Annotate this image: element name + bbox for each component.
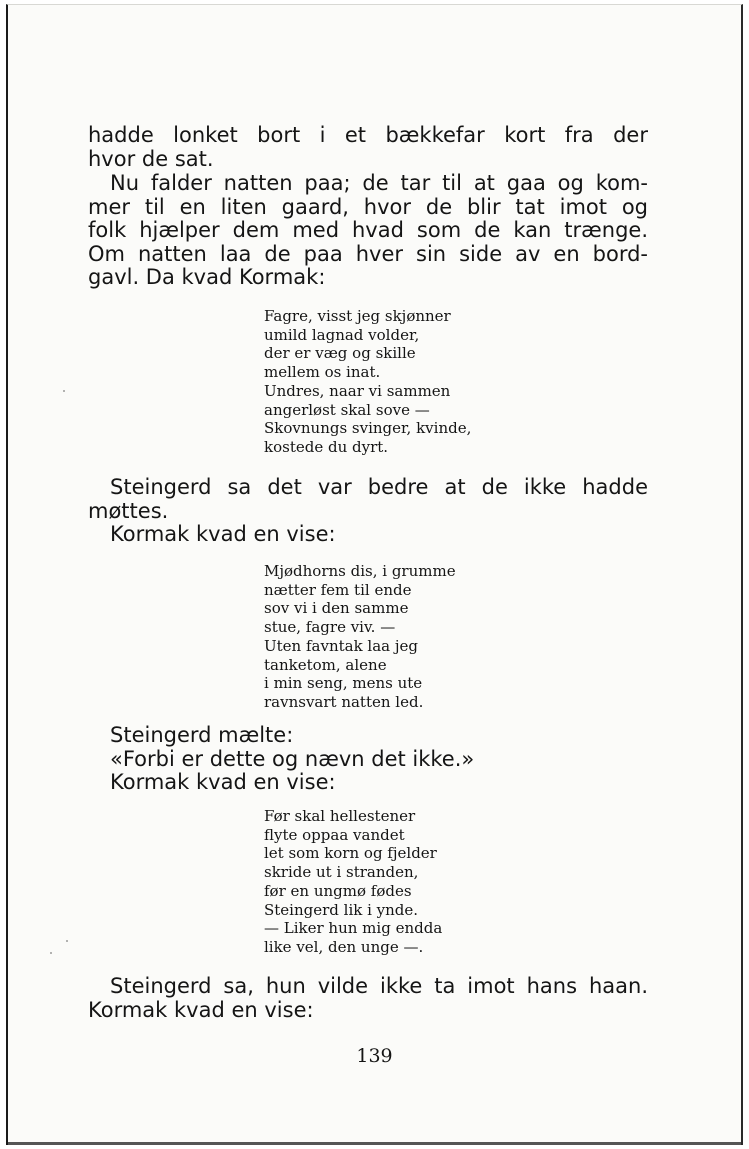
verse-line: Før skal hellestener bbox=[264, 807, 416, 825]
verse-line: Undres, naar vi sammen bbox=[264, 381, 451, 400]
verse-line: sov vi i den samme bbox=[264, 599, 409, 618]
verse-line: ravnsvart natten led. bbox=[264, 692, 424, 711]
verse-line: der er væg og skille bbox=[264, 344, 416, 363]
text-line: gavl. Da kvad Kormak: bbox=[88, 265, 326, 289]
text-line: hvor de sat. bbox=[88, 146, 214, 171]
book-page bbox=[6, 4, 743, 1145]
text-line: Om natten laa de paa hver sin side av en bord- bbox=[88, 241, 648, 266]
text-line: mer til en liten gaard, hvor de blir tat imot og bbox=[88, 194, 648, 219]
text-line: Nu falder natten paa; de tar til at gaa og kom- bbox=[110, 171, 648, 195]
verse-line: i min seng, mens ute bbox=[264, 674, 423, 693]
verse-line: like vel, den unge —. bbox=[264, 937, 424, 956]
verse-line: Mjødhorns dis, i grumme bbox=[264, 562, 456, 580]
verse-line: tanketom, alene bbox=[264, 655, 387, 674]
text-line: Kormak kvad en vise: bbox=[88, 997, 314, 1022]
poem-stanza-1 bbox=[264, 307, 471, 457]
verse-line: Steingerd lik i ynde. bbox=[264, 900, 419, 919]
text-line: Steingerd mælte: bbox=[110, 723, 294, 747]
text-line: Kormak kvad en vise: bbox=[110, 522, 336, 546]
page-number: 139 bbox=[356, 1045, 393, 1067]
text-line: Steingerd sa, hun vilde ikke ta imot hans haan. bbox=[110, 974, 648, 998]
verse-line: mellem os inat. bbox=[264, 363, 381, 382]
text-line: «Forbi er dette og nævn det ikke.» bbox=[110, 746, 475, 771]
text-line: folk hjælper dem med hvad som de kan trænge. bbox=[88, 218, 648, 242]
verse-line: kostede du dyrt. bbox=[264, 437, 389, 456]
paragraph-3 bbox=[88, 476, 648, 523]
poem-stanza-3 bbox=[264, 807, 442, 957]
paragraph-5 bbox=[88, 724, 648, 795]
poem-stanza-2 bbox=[264, 562, 456, 712]
verse-line: skride ut i stranden, bbox=[264, 863, 419, 882]
paragraph-1 bbox=[88, 124, 648, 171]
text-line: hadde lonket bort i et bækkefar kort fra der bbox=[88, 123, 648, 147]
verse-line: let som korn og fjelder bbox=[264, 844, 437, 863]
paper-speck bbox=[66, 940, 68, 942]
verse-line: flyte oppaa vandet bbox=[264, 825, 405, 844]
verse-line: umild lagnad volder, bbox=[264, 325, 420, 344]
text-line: møttes. bbox=[88, 498, 169, 523]
paragraph-2 bbox=[88, 172, 648, 290]
paper-speck bbox=[50, 952, 52, 954]
text-line: Kormak kvad en vise: bbox=[110, 770, 336, 794]
verse-line: angerløst skal sove — bbox=[264, 400, 430, 419]
verse-line: før en ungmø fødes bbox=[264, 881, 412, 900]
paragraph-6 bbox=[88, 975, 648, 1022]
text-line: Steingerd sa det var bedre at de ikke hadde bbox=[110, 475, 648, 499]
paragraph-4 bbox=[88, 523, 648, 547]
verse-line: — Liker hun mig endda bbox=[264, 919, 443, 938]
verse-line: Uten favntak laa jeg bbox=[264, 636, 419, 655]
verse-line: Fagre, visst jeg skjønner bbox=[264, 307, 451, 325]
verse-line: nætter fem til ende bbox=[264, 580, 412, 599]
verse-line: Skovnungs svinger, kvinde, bbox=[264, 419, 472, 438]
verse-line: stue, fagre viv. — bbox=[264, 618, 396, 637]
paper-speck bbox=[63, 390, 65, 392]
